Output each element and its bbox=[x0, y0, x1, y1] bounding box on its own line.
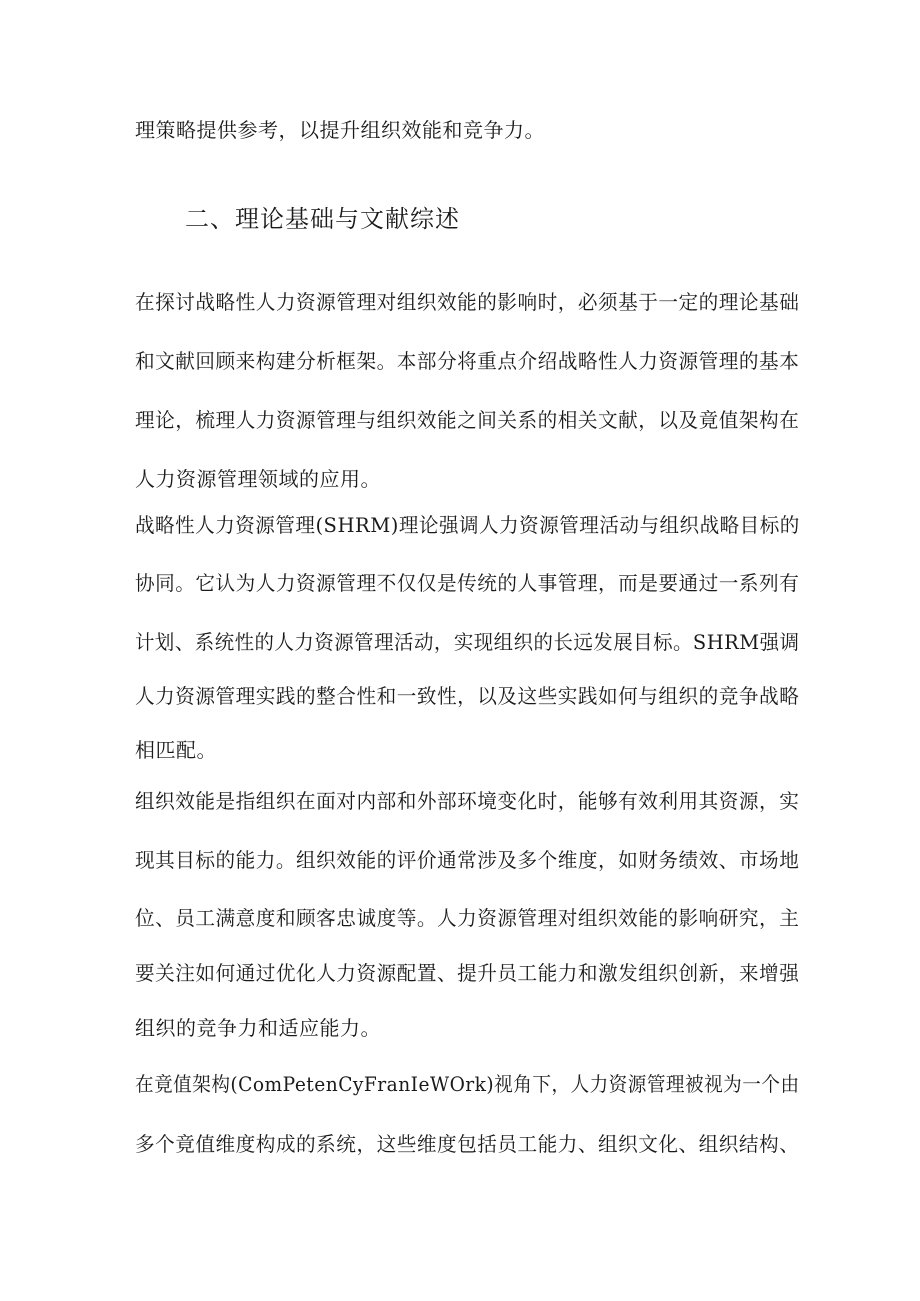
paragraph-3-line-2: 现其目标的能力。组织效能的评价通常涉及多个维度，如财务绩效、市场地 bbox=[135, 848, 800, 872]
paragraph-3-line-5: 组织的竞争力和适应能力。 bbox=[135, 1016, 381, 1040]
paragraph-4-line-1: 在竟值架构(ComPetenCyFranIeWOrk)视角下，人力资源管理被视为一个由 bbox=[135, 1072, 800, 1096]
paragraph-2-line-5: 相匹配。 bbox=[135, 738, 217, 762]
intro-tail-line: 理策略提供参考，以提升组织效能和竞争力。 bbox=[135, 118, 545, 142]
paragraph-1-line-2: 和文献回顾来构建分析框架。本部分将重点介绍战略性人力资源管理的基本 bbox=[135, 349, 800, 373]
paragraph-3-line-3: 位、员工满意度和顾客忠诚度等。人力资源管理对组织效能的影响研究，主 bbox=[135, 906, 800, 930]
paragraph-1-line-4: 人力资源管理领域的应用。 bbox=[135, 467, 381, 491]
paragraph-1-line-1: 在探讨战略性人力资源管理对组织效能的影响时，必须基于一定的理论基础 bbox=[135, 290, 800, 314]
paragraph-3-line-4: 要关注如何通过优化人力资源配置、提升员工能力和激发组织创新，来增强 bbox=[135, 961, 800, 985]
paragraph-2-line-2: 协同。它认为人力资源管理不仅仅是传统的人事管理，而是要通过一系列有 bbox=[135, 571, 800, 595]
paragraph-1-line-3: 理论，梳理人力资源管理与组织效能之间关系的相关文献，以及竟值架构在 bbox=[135, 408, 800, 432]
paragraph-4-line-2: 多个竟值维度构成的系统，这些维度包括员工能力、组织文化、组织结构、 bbox=[135, 1132, 800, 1156]
section-heading: 二、理论基础与文献综述 bbox=[185, 205, 460, 233]
paragraph-2-line-1: 战略性人力资源管理(SHRM)理论强调人力资源管理活动与组织战略目标的 bbox=[135, 513, 800, 537]
paragraph-2-line-4: 人力资源管理实践的整合性和一致性，以及这些实践如何与组织的竞争战略 bbox=[135, 684, 800, 708]
paragraph-2-line-3: 计划、系统性的人力资源管理活动，实现组织的长远发展目标。SHRM强调 bbox=[135, 630, 800, 654]
paragraph-3-line-1: 组织效能是指组织在面对内部和外部环境变化时，能够有效利用其资源，实 bbox=[135, 789, 800, 813]
